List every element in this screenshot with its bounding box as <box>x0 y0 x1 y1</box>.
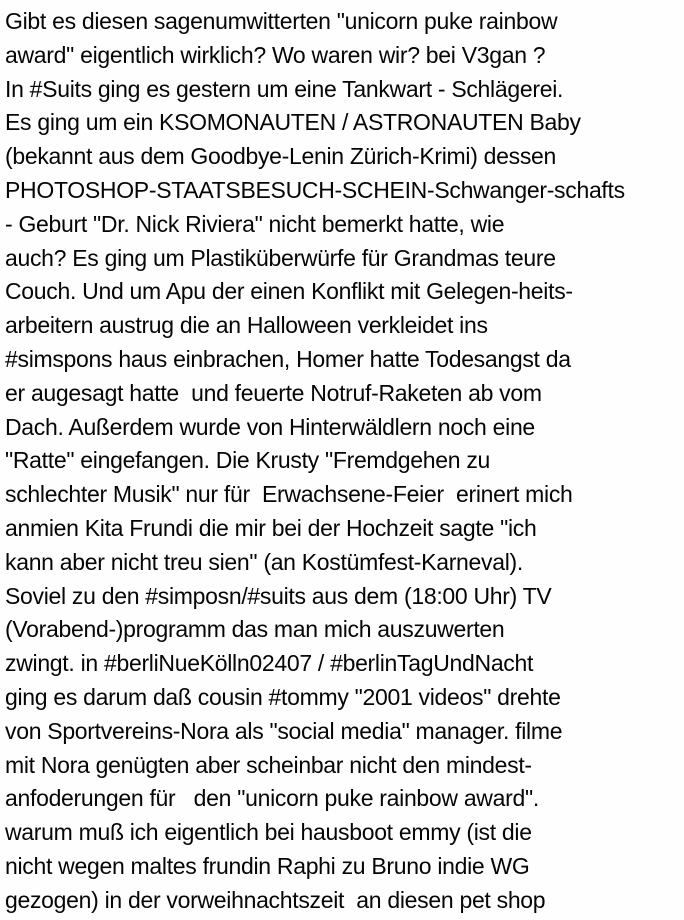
text-line: #simspons haus einbrachen, Homer hatte Todesangst da <box>5 345 571 372</box>
text-line: Couch. Und um Apu der einen Konflikt mit Gelegen-heits- <box>5 278 573 305</box>
text-line: arbeitern austrug die an Halloween verkleidet ins <box>5 312 488 339</box>
text-line: zwingt. in #berliNueKölln02407 / #berlinTagUndNacht <box>5 650 534 677</box>
text-line: auch? Es ging um Plastiküberwürfe für Grandmas teure <box>5 244 556 271</box>
text-line: ging es darum daß cousin #tommy "2001 videos" drehte <box>5 683 561 710</box>
text-line: er augesagt hatte und feuerte Notruf-Raketen ab vom <box>5 379 542 406</box>
text-line: anmien Kita Frundi die mir bei der Hochzeit sagte "ich <box>5 514 537 541</box>
text-line: warum muß ich eigentlich bei hausboot emmy (ist die <box>5 819 532 846</box>
text-line: (Vorabend-)programm das man mich auszuwerten <box>5 616 505 643</box>
text-line: Soviel zu den #simposn/#suits aus dem (18:00 Uhr) TV <box>5 582 552 609</box>
text-line: kann aber nicht treu sien" (an Kostümfest-Karneval). <box>5 548 523 575</box>
text-line: "Ratte" eingefangen. Die Krusty "Fremdgehen zu <box>5 447 491 474</box>
text-line: mit Nora genügten aber scheinbar nicht den mindest- <box>5 751 532 778</box>
text-line: Gibt es diesen sagenumwitterten "unicorn puke rainbow <box>5 8 558 34</box>
text-line: Es ging um ein KSOMONAUTEN / ASTRONAUTEN Baby <box>5 109 581 136</box>
text-line: nicht wegen maltes frundin Raphi zu Bruno indie WG <box>5 852 530 879</box>
text-line: von Sportvereins-Nora als "social media" manager. filme <box>5 717 563 744</box>
text-line: PHOTOSHOP-STAATSBESUCH-SCHEIN-Schwanger-schafts <box>5 176 625 203</box>
text-line: award" eigentlich wirklich? Wo waren wir? bei V3gan ? <box>5 41 546 68</box>
text-line: schlechter Musik" nur für Erwachsene-Feier erinert mich <box>5 481 573 508</box>
text-line: gezogen) in der vorweihnachtszeit an diesen pet shop <box>5 886 546 913</box>
text-line: Dach. Außerdem wurde von Hinterwäldlern noch eine <box>5 413 535 440</box>
text-line: In #Suits ging es gestern um eine Tankwart - Schlägerei. <box>5 75 564 102</box>
text-line: - Geburt "Dr. Nick Riviera" nicht bemerkt hatte, wie <box>5 210 505 237</box>
text-line: (bekannt aus dem Goodbye-Lenin Zürich-Krimi) dessen <box>5 143 557 170</box>
text-line: anfoderungen für den "unicorn puke rainbow award". <box>5 785 539 812</box>
